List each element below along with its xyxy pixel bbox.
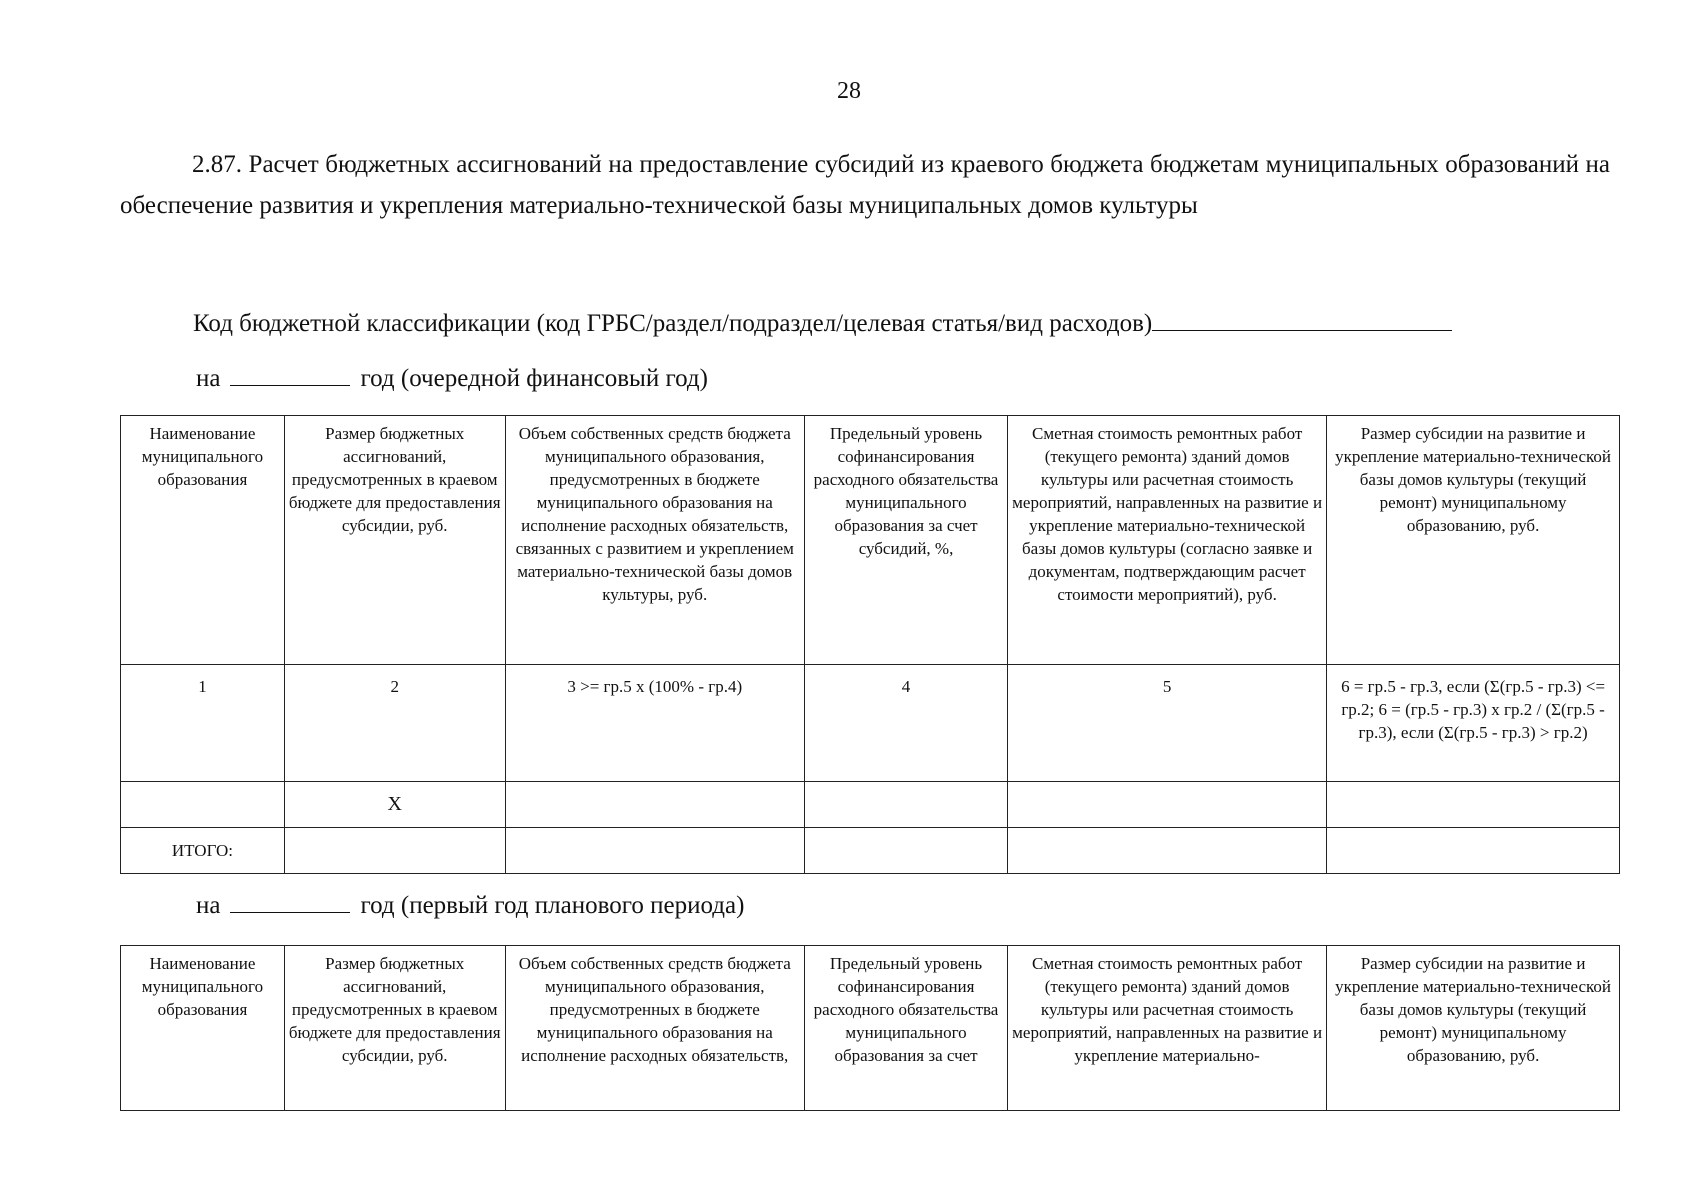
table-cell: [804, 828, 1007, 874]
table-cell: [121, 782, 285, 828]
year-line-current: [196, 365, 708, 393]
column-number-cell: 1: [121, 665, 285, 782]
year-prefix: на: [196, 365, 221, 392]
year-suffix: год (очередной финансовый год): [360, 365, 708, 392]
calculation-table-planning-year: [120, 945, 1620, 1111]
header-cell: Сметная стоимость ремонтных работ (текущего ремонта) зданий домов культуры или расчетная стоимость мероприятий, направленных на развитие и укрепление материально-: [1008, 946, 1327, 1111]
header-cell: Размер бюджетных ассигнований, предусмотренных в краевом бюджете для предоставления субсидии, руб.: [284, 946, 505, 1111]
header-cell: Предельный уровень софинансирования расходного обязательства муниципального образования за счет: [804, 946, 1007, 1111]
column-number-cell: 3 >= гр.5 х (100% - гр.4): [505, 665, 804, 782]
table-cell: [284, 828, 505, 874]
budget-classification-line: [193, 310, 1452, 338]
budget-classification-label: Код бюджетной классификации (код ГРБС/раздел/подраздел/целевая статья/вид расходов): [193, 310, 1153, 337]
header-cell: Размер субсидии на развитие и укрепление материально-технической базы домов культуры (текущий ремонт) муниципальному образованию, руб.: [1327, 946, 1620, 1111]
year-blank: [230, 365, 350, 386]
header-cell: Сметная стоимость ремонтных работ (текущего ремонта) зданий домов культуры или расчетная стоимость мероприятий, направленных на развитие и укрепление материально-технической базы домов культуры (согласно заявке и документам, подтверждающим расчет стоимости мероприятий), руб.: [1008, 416, 1327, 665]
column-number-cell: 2: [284, 665, 505, 782]
table-cell: [505, 782, 804, 828]
table-header-row: [121, 416, 1620, 665]
year-prefix: на: [196, 892, 221, 919]
header-cell: Предельный уровень софинансирования расходного обязательства муниципального образования за счет субсидий, %,: [804, 416, 1007, 665]
total-row: [121, 828, 1620, 874]
calculation-table-current-year: [120, 415, 1620, 874]
table-cell: [1008, 782, 1327, 828]
year-line-planning: [196, 892, 744, 920]
section-title: Расчет бюджетных ассигнований на предоставление субсидий из краевого бюджета бюджетам муниципальных образований на обеспечение развития и укрепления материально-технической базы муниципальных домов культуры: [120, 151, 1611, 219]
section-heading: [120, 144, 1610, 226]
column-number-cell: 6 = гр.5 - гр.3, если (Σ(гр.5 - гр.3) <= гр.2; 6 = (гр.5 - гр.3) х гр.2 / (Σ(гр.5 - гр.3), если (Σ(гр.5 - гр.3) > гр.2): [1327, 665, 1620, 782]
total-label: ИТОГО:: [121, 828, 285, 874]
table-row: [121, 782, 1620, 828]
header-cell: Объем собственных средств бюджета муниципального образования, предусмотренных в бюджете муниципального образования на исполнение расходных обязательств, связанных с развитием и укреплением материально-технической базы домов культуры, руб.: [505, 416, 804, 665]
table-cell: [1008, 828, 1327, 874]
year-suffix: год (первый год планового периода): [360, 892, 745, 919]
year-blank: [230, 892, 350, 913]
x-mark-cell: Х: [284, 782, 505, 828]
table-cell: [505, 828, 804, 874]
header-cell: Размер бюджетных ассигнований, предусмотренных в краевом бюджете для предоставления субсидии, руб.: [284, 416, 505, 665]
header-cell: Наименование муниципального образования: [121, 946, 285, 1111]
header-cell: Наименование муниципального образования: [121, 416, 285, 665]
header-cell: Объем собственных средств бюджета муниципального образования, предусмотренных в бюджете муниципального образования на исполнение расходных обязательств,: [505, 946, 804, 1111]
column-number-row: [121, 665, 1620, 782]
table-cell: [1327, 782, 1620, 828]
page-number: 28: [837, 78, 861, 104]
column-number-cell: 4: [804, 665, 1007, 782]
section-number: 2.87.: [192, 151, 242, 178]
table-cell: [804, 782, 1007, 828]
column-number-cell: 5: [1008, 665, 1327, 782]
budget-classification-blank: [1152, 310, 1452, 331]
table-header-row: [121, 946, 1620, 1111]
table-cell: [1327, 828, 1620, 874]
header-cell: Размер субсидии на развитие и укрепление материально-технической базы домов культуры (текущий ремонт) муниципальному образованию, руб.: [1327, 416, 1620, 665]
